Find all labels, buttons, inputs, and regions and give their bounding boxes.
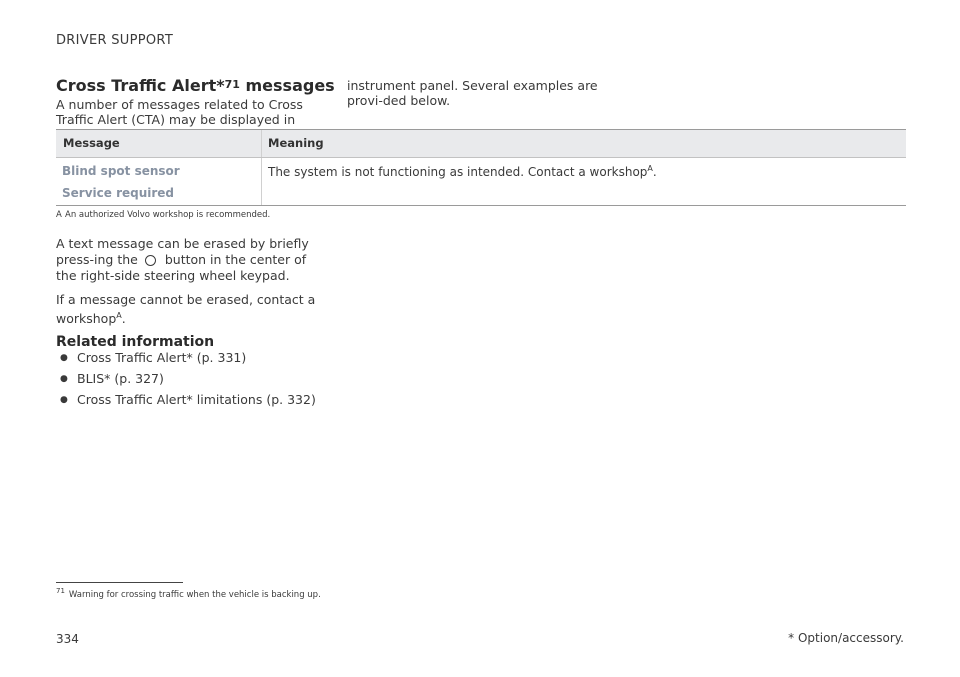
contact-text: If a message cannot be erased, contact a workshop <box>56 292 316 327</box>
list-item[interactable] <box>56 371 316 392</box>
section-header: DRIVER SUPPORT <box>56 33 174 48</box>
title-footnote-ref: 71 <box>224 78 240 91</box>
meaning-footnote-ref: A <box>647 164 653 173</box>
column-divider <box>261 158 262 205</box>
page-footnote <box>56 587 321 600</box>
title-suffix: messages <box>239 76 335 95</box>
table-footnote-text: An authorized Volvo workshop is recommended. <box>65 210 271 220</box>
erase-paragraph <box>56 236 318 284</box>
message-line-1: Blind spot sensor <box>62 164 180 178</box>
related-link[interactable]: Cross Traffic Alert* (p. 331) <box>77 350 247 365</box>
footnote-divider <box>56 582 183 583</box>
table-footnote-mark: A <box>56 210 62 220</box>
option-accessory-note: * Option/accessory. <box>788 631 904 645</box>
related-info-list <box>56 350 316 413</box>
list-item[interactable] <box>56 350 316 371</box>
related-info-heading: Related information <box>56 334 215 350</box>
intro-left-text: A number of messages related to Cross Traffic Alert (CTA) may be displayed in <box>56 97 303 127</box>
meaning-end: . <box>652 165 657 179</box>
messages-table <box>56 129 906 206</box>
erase-text-after: button in the center of the right-side steering wheel keypad. <box>56 252 307 283</box>
circle-button-icon <box>145 255 156 266</box>
table-header-row <box>56 129 906 158</box>
contact-paragraph <box>56 292 318 327</box>
list-item[interactable] <box>56 392 316 413</box>
bullet-icon: ● <box>60 353 68 363</box>
related-link[interactable]: Cross Traffic Alert* limitations (p. 332) <box>77 392 316 407</box>
table-row <box>56 158 906 206</box>
header-message: Message <box>63 136 120 150</box>
page-footnote-number: 71 <box>56 587 65 595</box>
erase-text-before: A text message can be erased by briefly press-ing the <box>56 236 309 267</box>
intro-right-text: instrument panel. Several examples are provi-ded below. <box>347 78 598 108</box>
page-number: 334 <box>56 632 79 646</box>
bullet-icon: ● <box>60 395 68 405</box>
contact-footnote-ref: A <box>116 311 122 320</box>
meaning-text <box>268 164 657 179</box>
message-line-2: Service required <box>62 186 175 200</box>
bullet-icon: ● <box>60 374 68 384</box>
page-footnote-text: Warning for crossing traffic when the vehicle is backing up. <box>68 589 321 600</box>
meaning-body: The system is not functioning as intended. Contact a workshop <box>268 165 648 179</box>
title-text: Cross Traffic Alert* <box>56 76 225 95</box>
page-title <box>56 76 335 95</box>
related-link[interactable]: BLIS* (p. 327) <box>77 371 164 386</box>
header-meaning: Meaning <box>268 136 324 150</box>
table-footnote <box>56 210 270 220</box>
contact-end: . <box>121 311 126 327</box>
column-divider <box>261 130 262 157</box>
